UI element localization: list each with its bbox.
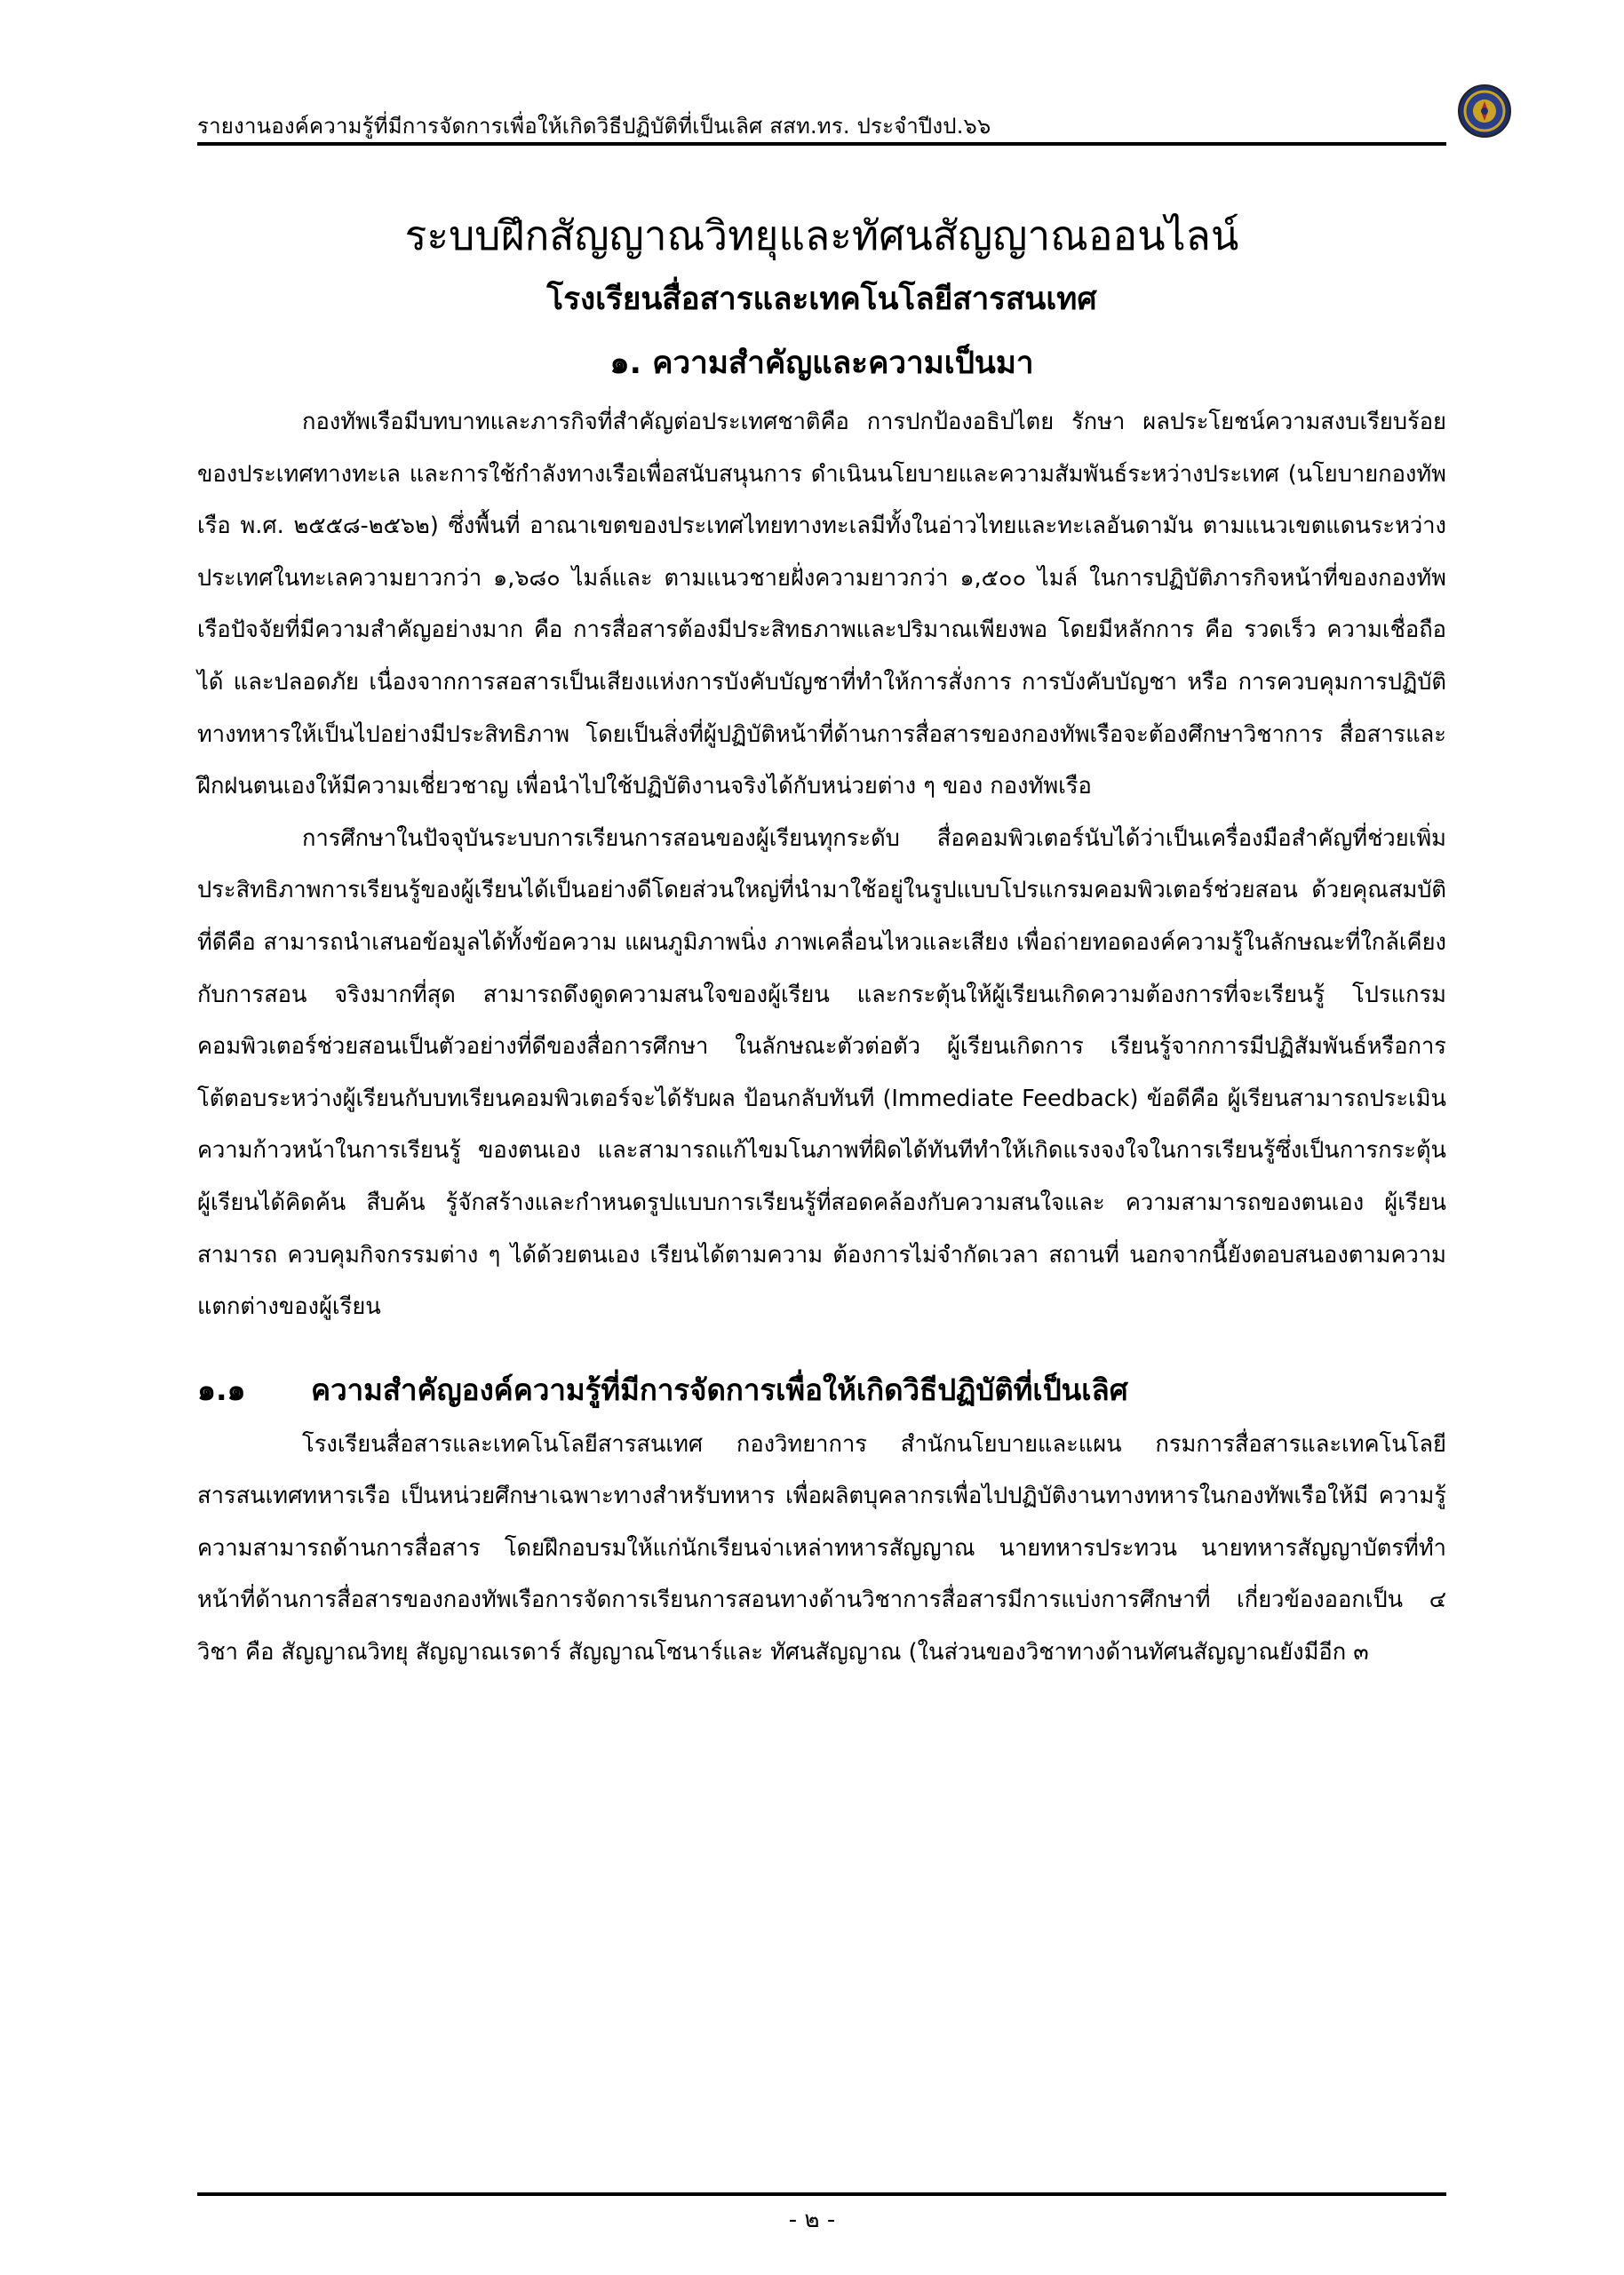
section-paragraph-2: การศึกษาในปัจจุบันระบบการเรียนการสอนของผู้เรียนทุกระดับ สื่อคอมพิวเตอร์นับได้ว่าเป็นเครื่องมือสำคัญที่ช่วยเพิ่มประสิทธิภาพการเรียนรู้ของผู้เรียนได้เป็นอย่างดีโดยส่วนใหญ่ที่นำมาใช้อยู่ในรูปแบบโปรแกรมคอมพิวเตอร์ช่วยสอน ด้วยคุณสมบัติที่ดีคือ สามารถนำเสนอข้อมูลได้ทั้งข้อความ แผนภูมิภาพนิ่ง ภาพเคลื่อนไหวและเสียง เพื่อถ่ายทอดองค์ความรู้ในลักษณะที่ใกล้เคียงกับการสอน จริงมากที่สุด สามารถดึงดูดความสนใจของผู้เรียน และกระตุ้นให้ผู้เรียนเกิดความต้องการที่จะเรียนรู้ โปรแกรมคอมพิวเตอร์ช่วยสอนเป็นตัวอย่างที่ดีของสื่อการศึกษา ในลักษณะตัวต่อตัว ผู้เรียนเกิดการ เรียนรู้จากการมีปฏิสัมพันธ์หรือการโต้ตอบระหว่างผู้เรียนกับบทเรียนคอมพิวเตอร์จะได้รับผล ป้อนกลับทันที (Immediate Feedback) ข้อดีคือ ผู้เรียนสามารถประเมินความก้าวหน้าในการเรียนรู้ ของตนเอง และสามารถแก้ไขมโนภาพที่ผิดได้ทันทีทำให้เกิดแรงจงใจในการเรียนรู้ซึ่งเป็นการกระตุ้น ผู้เรียนได้คิดค้น สืบค้น รู้จักสร้างและกำหนดรูปแบบการเรียนรู้ที่สอดคล้องกับความสนใจและ ความสามารถของตนเอง ผู้เรียนสามารถ ควบคุมกิจกรรมต่าง ๆ ได้ด้วยตนเอง เรียนได้ตามความ ต้องการไม่จำกัดเวลา สถานที่ นอกจากนี้ยังตอบสนองตามความแตกต่างของผู้เรียน bbox=[197, 824, 1446, 1321]
section-paragraph-1: กองทัพเรือมีบทบาทและภารกิจที่สำคัญต่อประเทศชาติคือ การปกป้องอธิปไตย รักษา ผลประโยชน์ความสงบเรียบร้อยของประเทศทางทะเล และการใช้กำลังทางเรือเพื่อสนับสนุนการ ดำเนินนโยบายและความสัมพันธ์ระหว่างประเทศ (นโยบายกองทัพเรือ พ.ศ. ๒๕๕๘-๒๕๖๒) ซึ่งพื้นที่ อาณาเขตของประเทศไทยทางทะเลมีทั้งในอ่าวไทยและทะเลอันดามัน ตามแนวเขตแดนระหว่าง ประเทศในทะเลความยาวกว่า ๑,๖๘๐ ไมล์และ ตามแนวชายฝั่งความยาวกว่า ๑,๕๐๐ ไมล์ ในการปฏิบัติภารกิจหน้าที่ของกองทัพเรือปัจจัยที่มีความสำคัญอย่างมาก คือ การสื่อสารต้องมีประสิทธภาพและปริมาณเพียงพอ โดยมีหลักการ คือ รวดเร็ว ความเชื่อถือได้ และปลอดภัย เนื่องจากการสอสารเป็นเสียงแห่งการบังคับบัญชาที่ทำให้การสั่งการ การบังคับบัญชา หรือ การควบคุมการปฏิบัติทางทหารให้เป็นไปอย่างมีประสิทธิภาพ โดยเป็นสิ่งที่ผู้ปฏิบัติหน้าที่ด้านการสื่อสารของกองทัพเรือจะต้องศึกษาวิชาการ สื่อสารและฝึกฝนตนเองให้มีความเชี่ยวชาญ เพื่อนำไปใช้ปฏิบัติงานจริงได้กับหน่วยต่าง ๆ ของ กองทัพเรือ bbox=[197, 409, 1446, 800]
section-heading: ๑. ความสำคัญและความเป็นมา bbox=[609, 346, 1034, 381]
subsection-title: ความสำคัญองค์ความรู้ที่มีการจัดการเพื่อให้เกิดวิธีปฏิบัติที่เป็นเลิศ bbox=[311, 1372, 1128, 1407]
document-subtitle: โรงเรียนสื่อสารและเทคโนโลยีสารสนเทศ bbox=[546, 282, 1097, 317]
subsection-paragraph-1: โรงเรียนสื่อสารและเทคโนโลยีสารสนเทศ กองวิทยาการ สำนักนโยบายและแผน กรมการสื่อสารและเทคโนโลยีสารสนเทศทหารเรือ เป็นหน่วยศึกษาเฉพาะทางสำหรับทหาร เพื่อผลิตบุคลากรเพื่อไปปฏิบัติงานทางทหารในกองทัพเรือให้มี ความรู้ความสามารถด้านการสื่อสาร โดยฝึกอบรมให้แก่นักเรียนจ่าเหล่าทหารสัญญาณ นายทหารประทวน นายทหารสัญญาบัตรที่ทำหน้าที่ด้านการสื่อสารของกองทัพเรือการจัดการเรียนการสอนทางด้านวิชาการสื่อสารมีการแบ่งการศึกษาที่ เกี่ยวข้องออกเป็น ๔ วิชา คือ สัญญาณวิทยุ สัญญาณเรดาร์ สัญญาณโซนาร์และ ทัศนสัญญาณ (ในส่วนของวิชาทางด้านทัศนสัญญาณยังมีอีก ๓ bbox=[197, 1430, 1446, 1666]
header-text: รายงานองค์ความรู้ที่มีการจัดการเพื่อให้เกิดวิธีปฏิบัติที่เป็นเลิศ สสท.ทร. ประจำปีงป.๖๖ bbox=[197, 114, 991, 139]
document-body bbox=[197, 203, 1446, 1679]
page-number: - ๒ - bbox=[788, 2207, 836, 2233]
header-divider bbox=[197, 142, 1446, 146]
navy-emblem-icon bbox=[1457, 84, 1512, 139]
running-header bbox=[197, 96, 1430, 140]
footer-divider bbox=[197, 2192, 1446, 2196]
subsection-number: ๑.๑ bbox=[197, 1372, 246, 1407]
document-title: ระบบฝึกสัญญาณวิทยุและทัศนสัญญาณออนไลน์ bbox=[404, 211, 1239, 259]
subsection-heading bbox=[197, 1362, 1446, 1419]
